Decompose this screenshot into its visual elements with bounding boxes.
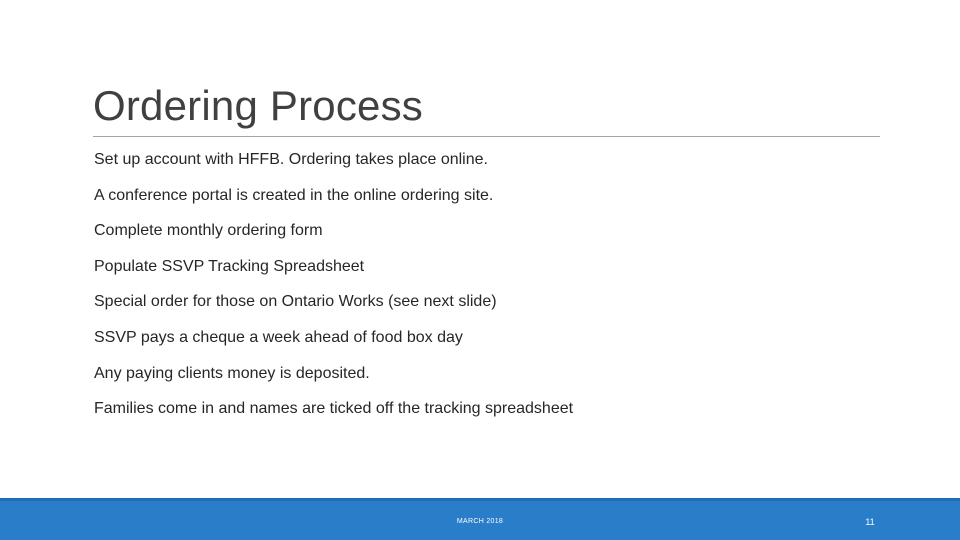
slide-number: 11	[865, 517, 875, 527]
bullet-item: Complete monthly ordering form	[94, 222, 323, 240]
footer-date: MARCH 2018	[456, 518, 504, 525]
bullet-item: A conference portal is created in the online ordering site.	[94, 186, 494, 204]
bullet-item: Populate SSVP Tracking Spreadsheet	[94, 257, 365, 275]
bullet-list	[94, 148, 573, 433]
bullet-item: Set up account with HFFB. Ordering takes place online.	[94, 151, 488, 168]
bullet-item: Any paying clients money is deposited.	[94, 364, 370, 382]
slide-title: Ordering Process	[93, 82, 423, 129]
bullet-item: Special order for those on Ontario Works (see next slide)	[94, 293, 497, 311]
title-divider	[93, 136, 880, 137]
bullet-item: Families come in and names are ticked off the tracking spreadsheet	[94, 400, 574, 418]
footer-accent-line	[0, 498, 960, 501]
bullet-item: SSVP pays a cheque a week ahead of food box day	[94, 328, 463, 346]
